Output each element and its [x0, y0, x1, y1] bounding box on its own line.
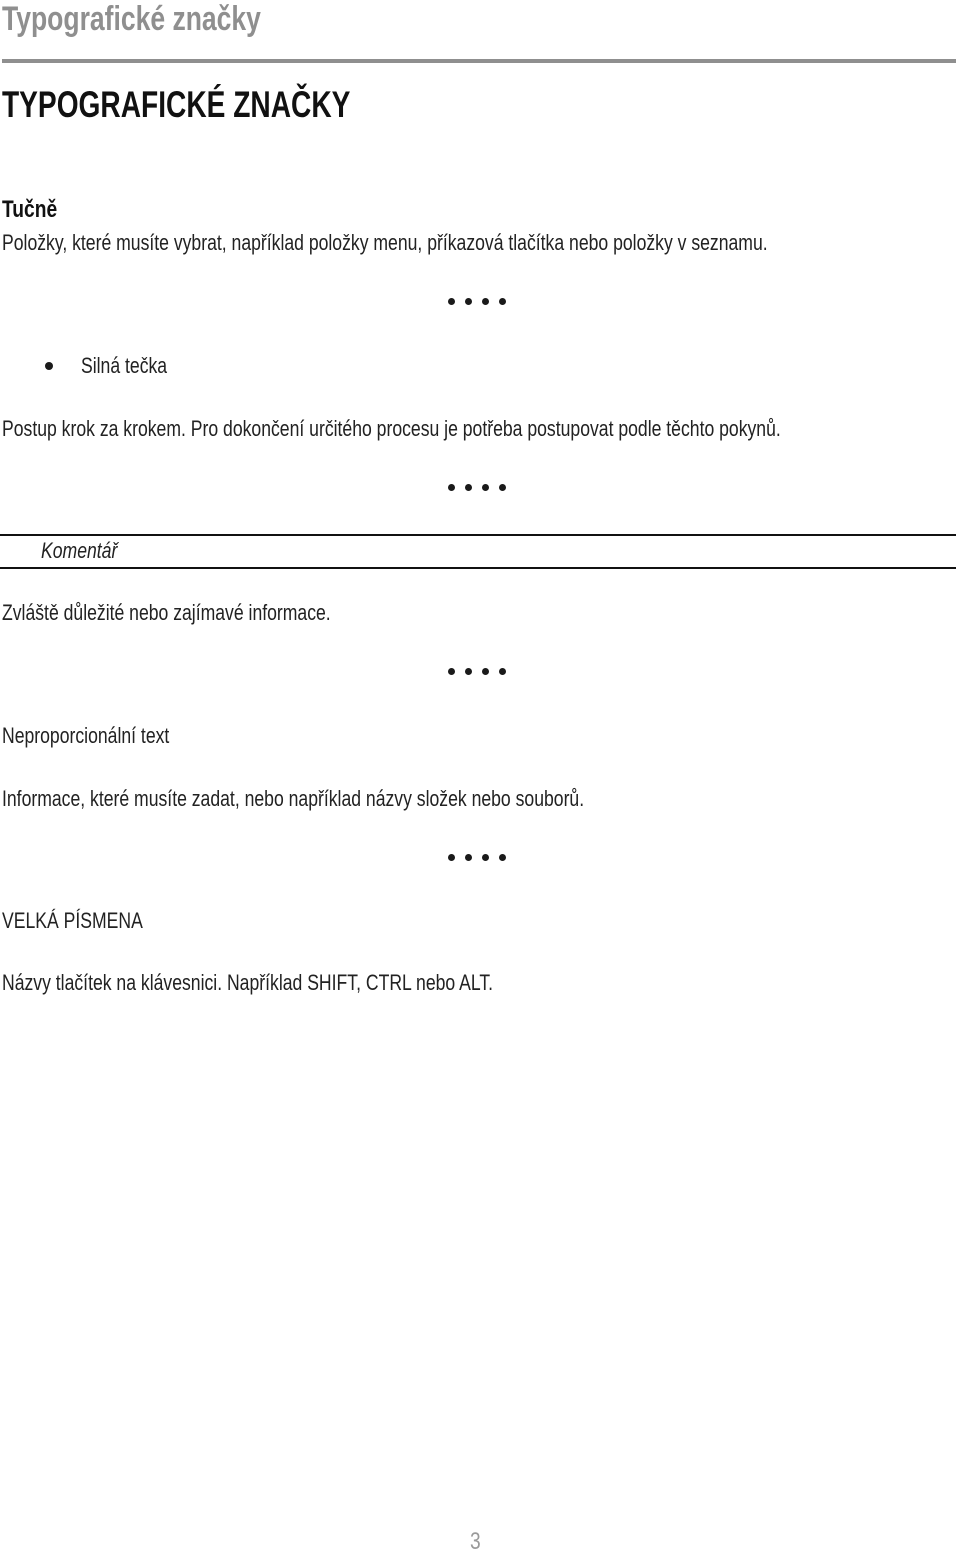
- section-separator-dots: [448, 854, 512, 864]
- page-title: TYPOGRAFICKÉ ZNAČKY: [2, 84, 351, 125]
- bullet-label: Silná tečka: [81, 353, 168, 378]
- header-divider: [2, 59, 956, 63]
- monospace-label: Neproporcionální text: [2, 723, 170, 748]
- section-separator-dots: [448, 484, 512, 494]
- bold-heading: Tučně: [2, 196, 58, 223]
- caps-description: Názvy tlačítek na klávesnici. Například SHIFT, CTRL nebo ALT.: [2, 970, 494, 995]
- comment-label: Komentář: [41, 538, 118, 563]
- bullet-icon: [45, 362, 53, 370]
- comment-description: Zvláště důležité nebo zajímavé informace.: [2, 600, 331, 625]
- monospace-description: Informace, které musíte zadat, nebo například názvy složek nebo souborů.: [2, 786, 585, 811]
- bold-description: Položky, které musíte vybrat, například položky menu, příkazová tlačítka nebo položky v seznamu.: [2, 230, 768, 255]
- bullet-description: Postup krok za krokem. Pro dokončení určitého procesu je potřeba postupovat podle těchto pokynů.: [2, 416, 781, 441]
- section-separator-dots: [448, 298, 512, 308]
- comment-bottom-rule: [0, 567, 956, 569]
- page-number: 3: [470, 1528, 481, 1555]
- section-separator-dots: [448, 668, 512, 678]
- comment-top-rule: [0, 534, 956, 536]
- caps-label: VELKÁ PÍSMENA: [2, 908, 143, 933]
- header-title: Typografické značky: [2, 0, 261, 38]
